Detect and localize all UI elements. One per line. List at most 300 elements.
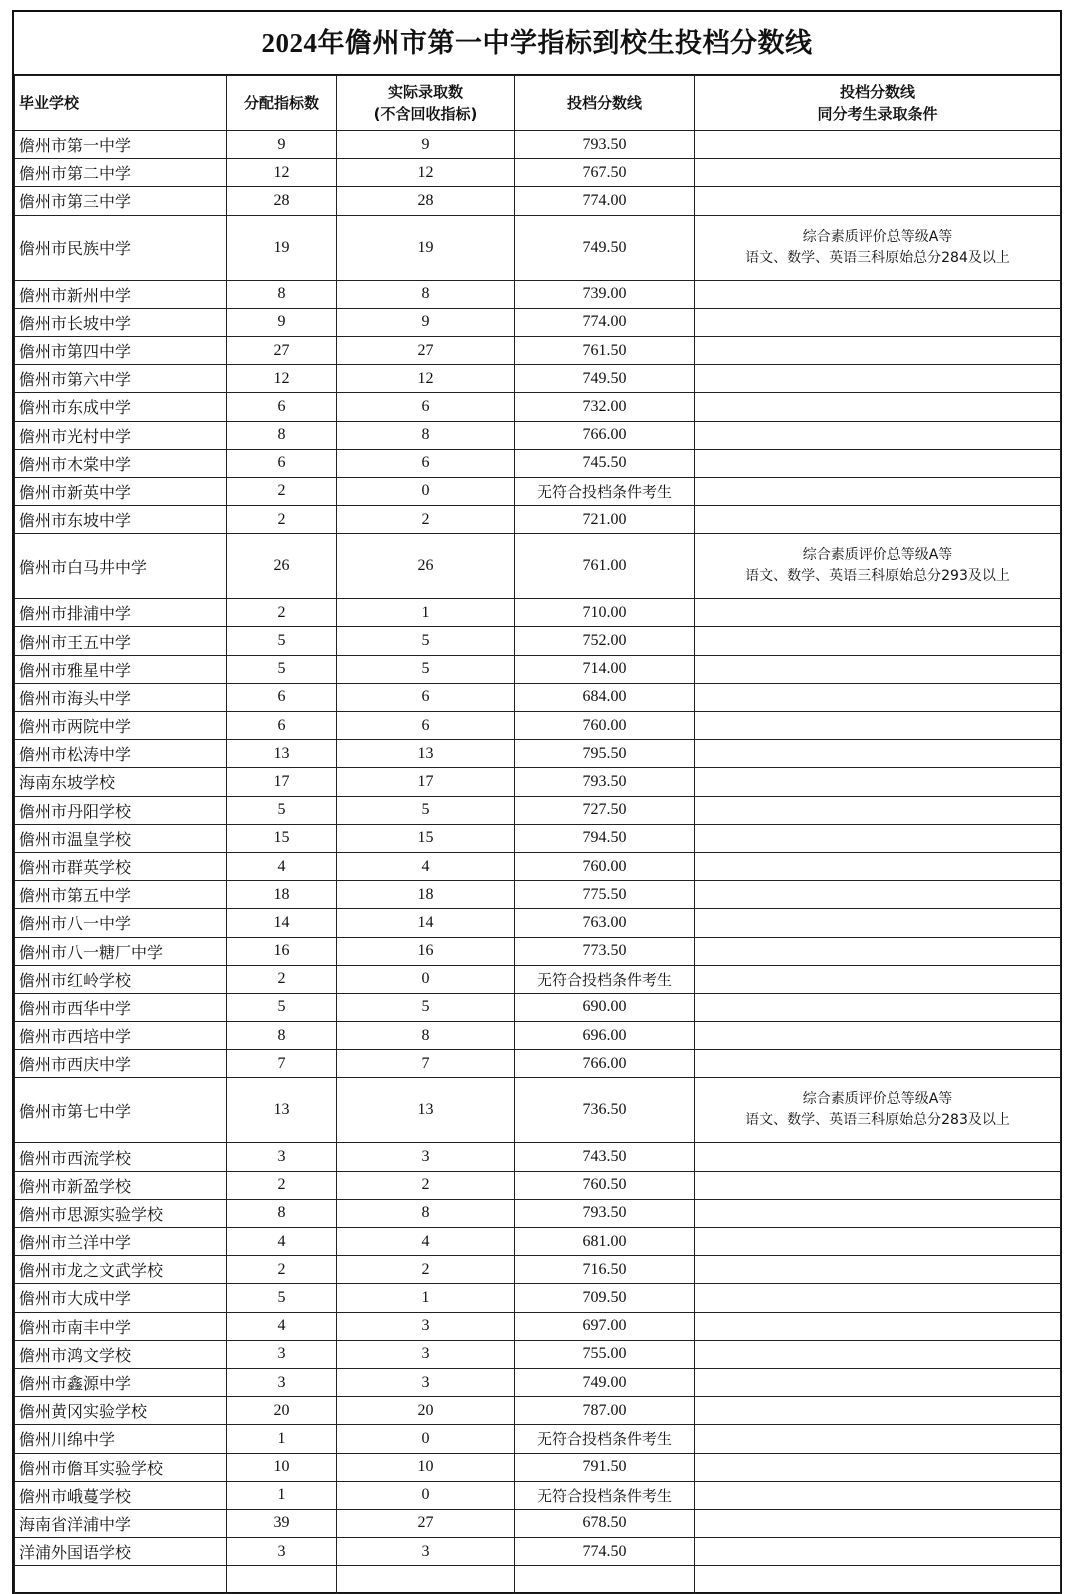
cell-school: 儋州市新盈学校 [15, 1171, 227, 1199]
cell-quota: 10 [227, 1453, 337, 1481]
cell-condition [695, 1228, 1061, 1256]
table-row [15, 1050, 1061, 1078]
cell-score: 760.50 [515, 1171, 695, 1199]
cell-score: 774.00 [515, 308, 695, 336]
cell-admitted: 0 [337, 965, 515, 993]
cell-school: 儋州市西庆中学 [15, 1050, 227, 1078]
table-row [15, 365, 1061, 393]
cell-quota: 2 [227, 1256, 337, 1284]
table-row [15, 336, 1061, 364]
cell-condition [695, 215, 1061, 280]
cell-score: 793.50 [515, 1199, 695, 1227]
cell-quota: 3 [227, 1340, 337, 1368]
table-row [15, 506, 1061, 534]
cell-score: 709.50 [515, 1284, 695, 1312]
cell-score: 766.00 [515, 421, 695, 449]
cell-score: 743.50 [515, 1143, 695, 1171]
cell-score: 787.00 [515, 1397, 695, 1425]
table-header-row [15, 76, 1061, 131]
cell-quota: 6 [227, 683, 337, 711]
cell-score: 无符合投档条件考生 [515, 965, 695, 993]
table-row [15, 449, 1061, 477]
condition-line-1: 综合素质评价总等级A等 [802, 228, 953, 245]
cell-school: 儋州市第七中学 [15, 1078, 227, 1143]
table-row [15, 1228, 1061, 1256]
table-row [15, 965, 1061, 993]
cell-score: 678.50 [515, 1509, 695, 1537]
cell-school: 儋州市鑫源中学 [15, 1368, 227, 1396]
cell-quota: 3 [227, 1538, 337, 1566]
cell-admitted: 18 [337, 881, 515, 909]
cell-score: 761.50 [515, 336, 695, 364]
cell-condition [695, 1284, 1061, 1312]
cell-school: 儋州市西流学校 [15, 1143, 227, 1171]
cell-quota: 2 [227, 599, 337, 627]
cell-condition [695, 655, 1061, 683]
cell-score: 775.50 [515, 881, 695, 909]
table-row [15, 881, 1061, 909]
cell-condition [695, 280, 1061, 308]
cell-quota: 4 [227, 852, 337, 880]
cell-school: 儋州市两院中学 [15, 712, 227, 740]
cell-admitted: 4 [337, 852, 515, 880]
cell-score: 791.50 [515, 1453, 695, 1481]
cell-school: 海南东坡学校 [15, 768, 227, 796]
table-row [15, 712, 1061, 740]
cell-admitted: 10 [337, 1453, 515, 1481]
cell-school: 儋州市鸿文学校 [15, 1340, 227, 1368]
cell-admitted: 8 [337, 1199, 515, 1227]
cell-school: 儋州市兰洋中学 [15, 1228, 227, 1256]
cell-admitted: 3 [337, 1340, 515, 1368]
cell-quota: 8 [227, 1199, 337, 1227]
column-header-admitted-line1: 实际录取数 [387, 83, 463, 101]
cell-quota: 12 [227, 365, 337, 393]
cell-score: 752.00 [515, 627, 695, 655]
cell-quota: 15 [227, 824, 337, 852]
table-row [15, 393, 1061, 421]
cell-condition [695, 796, 1061, 824]
table-row [15, 1312, 1061, 1340]
cell-condition [695, 852, 1061, 880]
cell-school: 儋州市东成中学 [15, 393, 227, 421]
cell-school: 儋州市儋耳实验学校 [15, 1453, 227, 1481]
cell-quota: 20 [227, 1397, 337, 1425]
cell-quota: 39 [227, 1509, 337, 1537]
cell-school: 儋州市温皇学校 [15, 824, 227, 852]
cell-condition [695, 937, 1061, 965]
column-header-admitted [337, 76, 515, 131]
cell-school: 儋州市第一中学 [15, 131, 227, 159]
table-row [15, 477, 1061, 505]
table-row [15, 1397, 1061, 1425]
cell-score: 793.50 [515, 768, 695, 796]
cell-condition [695, 1538, 1061, 1566]
table-row [15, 1368, 1061, 1396]
cell-school: 儋州市八一糖厂中学 [15, 937, 227, 965]
cell-score: 697.00 [515, 1312, 695, 1340]
cell-quota: 2 [227, 477, 337, 505]
cell-condition [695, 393, 1061, 421]
page-title: 2024年儋州市第一中学指标到校生投档分数线 [14, 12, 1060, 75]
cell-condition [695, 1368, 1061, 1396]
cell-admitted: 0 [337, 1481, 515, 1509]
cell-school: 儋州市新英中学 [15, 477, 227, 505]
condition-line-2: 语文、数学、英语三科原始总分293及以上 [745, 568, 1010, 585]
table-row [15, 187, 1061, 215]
cell-admitted: 27 [337, 336, 515, 364]
cell-quota: 3 [227, 1143, 337, 1171]
cell-quota: 5 [227, 627, 337, 655]
table-row [15, 1538, 1061, 1566]
cell-quota: 18 [227, 881, 337, 909]
cell-condition [695, 1171, 1061, 1199]
cell-quota: 13 [227, 740, 337, 768]
table-row [15, 993, 1061, 1021]
cell-school: 洋浦外国语学校 [15, 1538, 227, 1566]
cell-school: 儋州市红岭学校 [15, 965, 227, 993]
cell-admitted: 0 [337, 1425, 515, 1453]
table-row [15, 421, 1061, 449]
column-header-admitted-line2: (不含回收指标) [373, 105, 478, 123]
table-row [15, 824, 1061, 852]
cell-condition [695, 1078, 1061, 1143]
cell-admitted: 3 [337, 1368, 515, 1396]
cell-score: 749.50 [515, 215, 695, 280]
cell-school: 儋州市民族中学 [15, 215, 227, 280]
table-row [15, 655, 1061, 683]
cell-admitted: 2 [337, 1256, 515, 1284]
cell-quota: 5 [227, 796, 337, 824]
cell-school: 儋州市思源实验学校 [15, 1199, 227, 1227]
cell-admitted: 20 [337, 1397, 515, 1425]
cell-admitted [337, 1566, 515, 1594]
cell-admitted: 6 [337, 393, 515, 421]
table-row [15, 534, 1061, 599]
cell-quota: 16 [227, 937, 337, 965]
cell-score: 无符合投档条件考生 [515, 477, 695, 505]
cell-score: 745.50 [515, 449, 695, 477]
cell-school: 儋州市八一中学 [15, 909, 227, 937]
cell-condition [695, 1256, 1061, 1284]
cell-quota: 17 [227, 768, 337, 796]
cell-admitted: 12 [337, 365, 515, 393]
table-row [15, 852, 1061, 880]
cell-school: 儋州市南丰中学 [15, 1312, 227, 1340]
column-header-condition-line2: 同分考生录取条件 [817, 105, 938, 123]
table-row [15, 1566, 1061, 1594]
cell-score: 774.50 [515, 1538, 695, 1566]
cell-score: 710.00 [515, 599, 695, 627]
cell-score: 773.50 [515, 937, 695, 965]
cell-condition [695, 1397, 1061, 1425]
table-row [15, 280, 1061, 308]
cell-quota: 7 [227, 1050, 337, 1078]
cell-score: 794.50 [515, 824, 695, 852]
cell-quota: 2 [227, 1171, 337, 1199]
table-row [15, 768, 1061, 796]
cell-admitted: 3 [337, 1538, 515, 1566]
column-header-condition [695, 76, 1061, 131]
cell-condition [695, 477, 1061, 505]
table-row [15, 1256, 1061, 1284]
cell-school: 儋州市丹阳学校 [15, 796, 227, 824]
cell-condition [695, 881, 1061, 909]
cell-school: 儋州市峨蔓学校 [15, 1481, 227, 1509]
cell-score: 755.00 [515, 1340, 695, 1368]
cell-school: 儋州市木棠中学 [15, 449, 227, 477]
cell-school: 儋州市王五中学 [15, 627, 227, 655]
score-table-sheet [12, 10, 1062, 1594]
cell-school: 儋州市第三中学 [15, 187, 227, 215]
table-row [15, 1425, 1061, 1453]
cell-admitted: 6 [337, 683, 515, 711]
cell-score: 761.00 [515, 534, 695, 599]
cell-school: 儋州川绵中学 [15, 1425, 227, 1453]
cell-admitted: 5 [337, 627, 515, 655]
cell-condition [695, 993, 1061, 1021]
condition-line-1: 综合素质评价总等级A等 [802, 1091, 953, 1108]
column-header-score: 投档分数线 [515, 76, 695, 131]
cell-condition [695, 1199, 1061, 1227]
cell-quota: 2 [227, 506, 337, 534]
cell-school: 儋州市群英学校 [15, 852, 227, 880]
table-row [15, 1453, 1061, 1481]
cell-score: 766.00 [515, 1050, 695, 1078]
cell-quota: 12 [227, 159, 337, 187]
cell-school: 儋州市东坡中学 [15, 506, 227, 534]
cell-admitted: 6 [337, 449, 515, 477]
cell-admitted: 14 [337, 909, 515, 937]
table-row [15, 683, 1061, 711]
cell-admitted: 8 [337, 421, 515, 449]
cell-quota: 13 [227, 1078, 337, 1143]
cell-condition [695, 909, 1061, 937]
cell-score: 739.00 [515, 280, 695, 308]
column-header-condition-line1: 投档分数线 [839, 83, 915, 101]
cell-admitted: 4 [337, 1228, 515, 1256]
cell-school: 儋州市大成中学 [15, 1284, 227, 1312]
table-row [15, 1022, 1061, 1050]
cell-condition [695, 421, 1061, 449]
cell-quota: 2 [227, 965, 337, 993]
cell-admitted: 2 [337, 506, 515, 534]
cell-admitted: 28 [337, 187, 515, 215]
cell-condition [695, 824, 1061, 852]
cell-admitted: 1 [337, 599, 515, 627]
cell-condition [695, 1022, 1061, 1050]
table-row [15, 627, 1061, 655]
cell-condition [695, 1425, 1061, 1453]
cell-condition [695, 1481, 1061, 1509]
table-row [15, 308, 1061, 336]
cell-condition [695, 365, 1061, 393]
cell-admitted: 15 [337, 824, 515, 852]
cell-admitted: 3 [337, 1312, 515, 1340]
cell-quota: 8 [227, 421, 337, 449]
table-row [15, 1199, 1061, 1227]
cell-score: 793.50 [515, 131, 695, 159]
cell-score: 690.00 [515, 993, 695, 1021]
cell-quota: 8 [227, 1022, 337, 1050]
cell-condition [695, 131, 1061, 159]
cell-quota: 5 [227, 1284, 337, 1312]
cell-quota [227, 1566, 337, 1594]
cell-admitted: 6 [337, 712, 515, 740]
cell-condition [695, 1050, 1061, 1078]
cell-school: 海南省洋浦中学 [15, 1509, 227, 1537]
cell-score: 681.00 [515, 1228, 695, 1256]
cell-condition [695, 534, 1061, 599]
condition-line-1: 综合素质评价总等级A等 [802, 547, 953, 564]
cell-condition [695, 965, 1061, 993]
cell-school: 儋州市长坡中学 [15, 308, 227, 336]
cell-quota: 27 [227, 336, 337, 364]
cell-condition [695, 683, 1061, 711]
cell-school: 儋州市西华中学 [15, 993, 227, 1021]
cell-condition [695, 336, 1061, 364]
cell-school: 儋州市松涛中学 [15, 740, 227, 768]
cell-school: 儋州市新州中学 [15, 280, 227, 308]
table-row [15, 740, 1061, 768]
cell-quota: 28 [227, 187, 337, 215]
cell-admitted: 2 [337, 1171, 515, 1199]
cell-admitted: 16 [337, 937, 515, 965]
cell-admitted: 0 [337, 477, 515, 505]
condition-line-2: 语文、数学、英语三科原始总分284及以上 [745, 249, 1010, 266]
cell-condition [695, 1453, 1061, 1481]
cell-admitted: 5 [337, 796, 515, 824]
column-header-quota: 分配指标数 [227, 76, 337, 131]
cell-score: 无符合投档条件考生 [515, 1481, 695, 1509]
cell-admitted: 9 [337, 308, 515, 336]
table-row [15, 909, 1061, 937]
cell-admitted: 17 [337, 768, 515, 796]
cell-score: 763.00 [515, 909, 695, 937]
cell-quota: 4 [227, 1312, 337, 1340]
cell-school: 儋州市白马井中学 [15, 534, 227, 599]
cell-score: 760.00 [515, 712, 695, 740]
cell-condition [695, 506, 1061, 534]
table-row [15, 1171, 1061, 1199]
cell-admitted: 12 [337, 159, 515, 187]
cell-condition [695, 449, 1061, 477]
column-header-school: 毕业学校 [15, 76, 227, 131]
cell-score: 721.00 [515, 506, 695, 534]
cell-condition [695, 308, 1061, 336]
table-row [15, 1284, 1061, 1312]
cell-quota: 6 [227, 393, 337, 421]
cell-score [515, 1566, 695, 1594]
cell-admitted: 13 [337, 1078, 515, 1143]
table-row [15, 215, 1061, 280]
cell-school: 儋州市西培中学 [15, 1022, 227, 1050]
cell-score: 716.50 [515, 1256, 695, 1284]
cell-school: 儋州市第六中学 [15, 365, 227, 393]
score-table [14, 75, 1061, 1594]
cell-quota: 6 [227, 712, 337, 740]
cell-school [15, 1566, 227, 1594]
cell-score: 无符合投档条件考生 [515, 1425, 695, 1453]
cell-admitted: 13 [337, 740, 515, 768]
cell-condition [695, 1340, 1061, 1368]
cell-quota: 9 [227, 131, 337, 159]
cell-school: 儋州市第五中学 [15, 881, 227, 909]
table-row [15, 1340, 1061, 1368]
cell-condition [695, 627, 1061, 655]
cell-admitted: 7 [337, 1050, 515, 1078]
cell-admitted: 8 [337, 1022, 515, 1050]
cell-score: 774.00 [515, 187, 695, 215]
cell-condition [695, 159, 1061, 187]
cell-school: 儋州市第四中学 [15, 336, 227, 364]
table-row [15, 1143, 1061, 1171]
cell-score: 696.00 [515, 1022, 695, 1050]
cell-admitted: 26 [337, 534, 515, 599]
table-row [15, 131, 1061, 159]
cell-condition [695, 712, 1061, 740]
cell-school: 儋州市第二中学 [15, 159, 227, 187]
cell-quota: 9 [227, 308, 337, 336]
cell-score: 732.00 [515, 393, 695, 421]
cell-quota: 1 [227, 1425, 337, 1453]
table-row [15, 599, 1061, 627]
table-row [15, 159, 1061, 187]
table-row [15, 1481, 1061, 1509]
condition-line-2: 语文、数学、英语三科原始总分283及以上 [745, 1112, 1010, 1129]
cell-score: 749.00 [515, 1368, 695, 1396]
cell-score: 684.00 [515, 683, 695, 711]
cell-admitted: 1 [337, 1284, 515, 1312]
cell-quota: 5 [227, 993, 337, 1021]
cell-score: 749.50 [515, 365, 695, 393]
table-row [15, 937, 1061, 965]
cell-quota: 3 [227, 1368, 337, 1396]
cell-school: 儋州市光村中学 [15, 421, 227, 449]
cell-condition [695, 1143, 1061, 1171]
cell-quota: 6 [227, 449, 337, 477]
cell-condition [695, 1312, 1061, 1340]
cell-score: 714.00 [515, 655, 695, 683]
cell-score: 767.50 [515, 159, 695, 187]
cell-score: 760.00 [515, 852, 695, 880]
cell-condition [695, 768, 1061, 796]
cell-school: 儋州市海头中学 [15, 683, 227, 711]
cell-admitted: 3 [337, 1143, 515, 1171]
cell-school: 儋州市雅星中学 [15, 655, 227, 683]
cell-quota: 8 [227, 280, 337, 308]
cell-admitted: 9 [337, 131, 515, 159]
cell-quota: 4 [227, 1228, 337, 1256]
cell-score: 727.50 [515, 796, 695, 824]
cell-condition [695, 740, 1061, 768]
cell-school: 儋州市龙之文武学校 [15, 1256, 227, 1284]
cell-school: 儋州市排浦中学 [15, 599, 227, 627]
cell-condition [695, 187, 1061, 215]
cell-quota: 26 [227, 534, 337, 599]
cell-admitted: 5 [337, 993, 515, 1021]
cell-score: 795.50 [515, 740, 695, 768]
cell-quota: 1 [227, 1481, 337, 1509]
cell-admitted: 5 [337, 655, 515, 683]
cell-quota: 5 [227, 655, 337, 683]
cell-admitted: 19 [337, 215, 515, 280]
cell-admitted: 27 [337, 1509, 515, 1537]
table-row [15, 1509, 1061, 1537]
cell-condition [695, 1509, 1061, 1537]
cell-quota: 19 [227, 215, 337, 280]
cell-score: 736.50 [515, 1078, 695, 1143]
